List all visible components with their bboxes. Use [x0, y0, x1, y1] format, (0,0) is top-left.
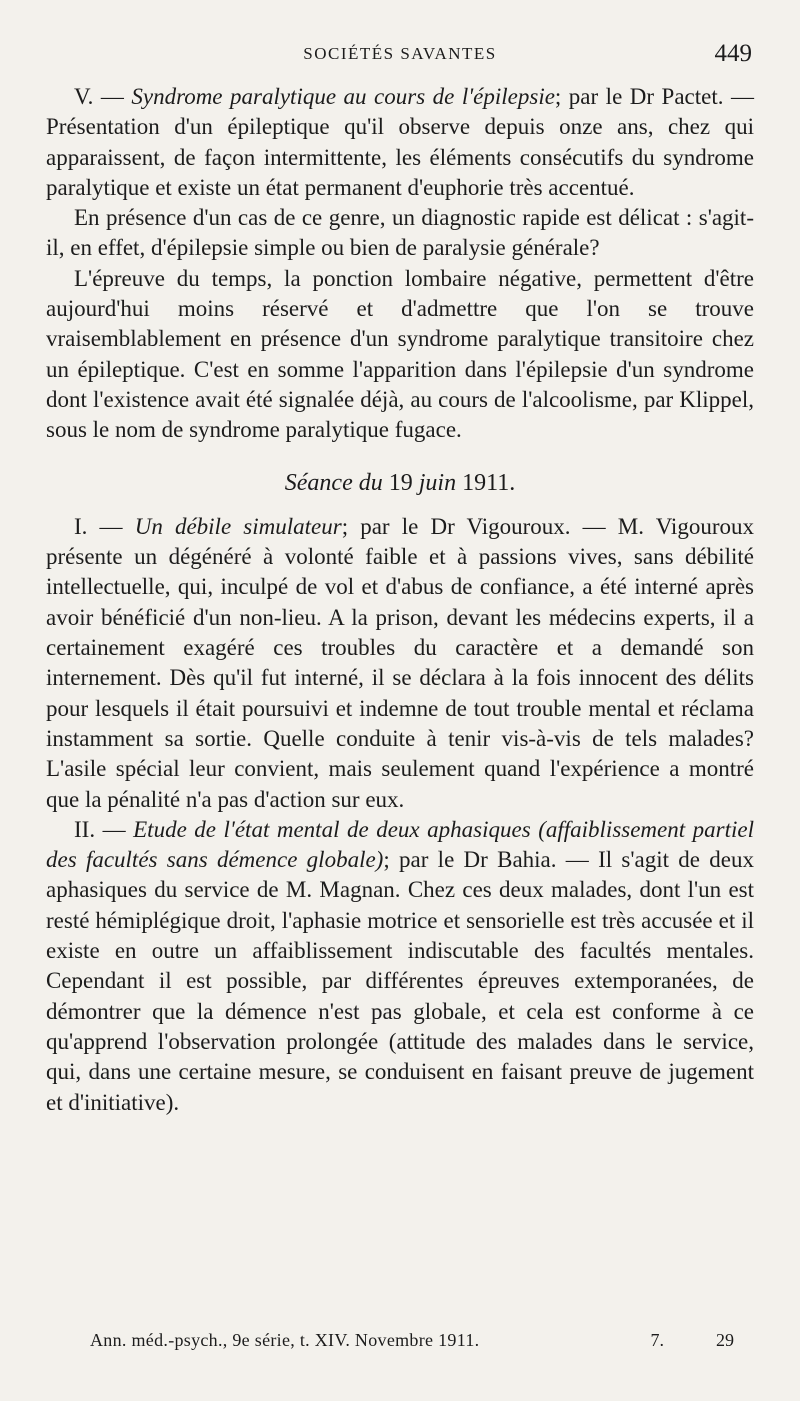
paragraph-text: ; par le Dr Pactet. — Présentation d'un épileptique qu'il observe depuis onze ans, chez qui apparaissent, de façon intermittente, les éléments consécutifs du syndrome paralytique et existe un état permanent d'euphorie très accentué. [46, 84, 754, 200]
paragraph-conclusion: L'épreuve du temps, la ponction lombaire négative, permettent d'être aujourd'hui moins réservé et d'admettre que l'on se trouve vraisemblablement en présence d'un syndrome paralytique transitoire chez un épileptique. C'est en somme l'apparition dans l'épilepsie d'un syndrome dont l'existence avait été signalée déjà, au cours de l'alcoolisme, par Klippel, sous le nom de syndrome paralytique fugace. [46, 265, 754, 443]
signature-page: 29 [716, 1330, 734, 1350]
paragraph-vigouroux [46, 512, 754, 815]
communication-subtitle: (affaiblissement partiel des facultés sans démence globale) [46, 816, 754, 873]
signature-mark: 7. [650, 1330, 664, 1350]
heading-year: 1911. [462, 469, 516, 496]
article-body [46, 82, 754, 1118]
page-header [46, 34, 754, 68]
paragraph-text: ; par le Dr Vigouroux. — M. Vigouroux présente un dégénéré à volonté faible et à passions vives, sans débilité intellectuelle, qui, inculpé de vol et d'abus de confiance, a été interné après avoir bénéficié d'un non-lieu. A la prison, devant les médecins experts, il a certainement exagéré ces troubles du caractère et a demandé son internement. Dès qu'il fut interné, il se déclara à la fois innocent des délits pour lesquels il était poursuivi et indemne de tout trouble mental et réclama instamment sa sortie. Quelle conduite à tenir vis-à-vis de tels malades? L'asile spécial leur convient, mais seulement quand l'expérience a montré que la pénalité n'a pas d'action sur eux. [46, 513, 754, 812]
page-number: 449 [714, 40, 752, 67]
paragraph-lead: V. — [74, 84, 132, 109]
page-footer [90, 1330, 734, 1358]
paragraph-bahia [46, 815, 754, 1118]
paragraph-pactet [46, 82, 754, 203]
heading-day: 19 [388, 469, 413, 496]
running-head: SOCIÉTÉS SAVANTES [303, 44, 497, 63]
paragraph-lead: II. — [74, 816, 134, 842]
heading-month: juin [418, 469, 457, 496]
journal-reference: Ann. méd.-psych., 9e série, t. XIV. Novembre 1911. [90, 1330, 480, 1350]
session-heading [46, 468, 754, 498]
communication-title: Un débile simulateur [134, 513, 342, 539]
communication-title: Etude de l'état mental de deux aphasiques [133, 816, 531, 842]
heading-pre: Séance du [284, 469, 383, 496]
paragraph-diagnosis: En présence d'un cas de ce genre, un diagnostic rapide est délicat : s'agit-il, en effet, d'épilepsie simple ou bien de paralysie générale? [46, 205, 754, 261]
paragraph-lead: I. — [74, 513, 135, 539]
paragraph-text: ; par le Dr Bahia. — Il s'agit de deux aphasiques du service de M. Magnan. Chez ces deux malades, dont l'un est resté hémiplégique droit, l'aphasie motrice et sensorielle est très accusée et il existe en outre un affaiblissement indiscutable des facultés mentales. Cependant il est possible, par différentes épreuves extemporanées, de démontrer que la démence n'est pas globale, et cela est conforme à ce qu'apprend l'observation prolongée (attitude des malades dans le service, qui, dans une certaine mesure, se conduisent en faisant preuve de jugement et d'initiative). [46, 847, 754, 1115]
communication-title: Syndrome paralytique au cours de l'épilepsie [131, 84, 555, 109]
